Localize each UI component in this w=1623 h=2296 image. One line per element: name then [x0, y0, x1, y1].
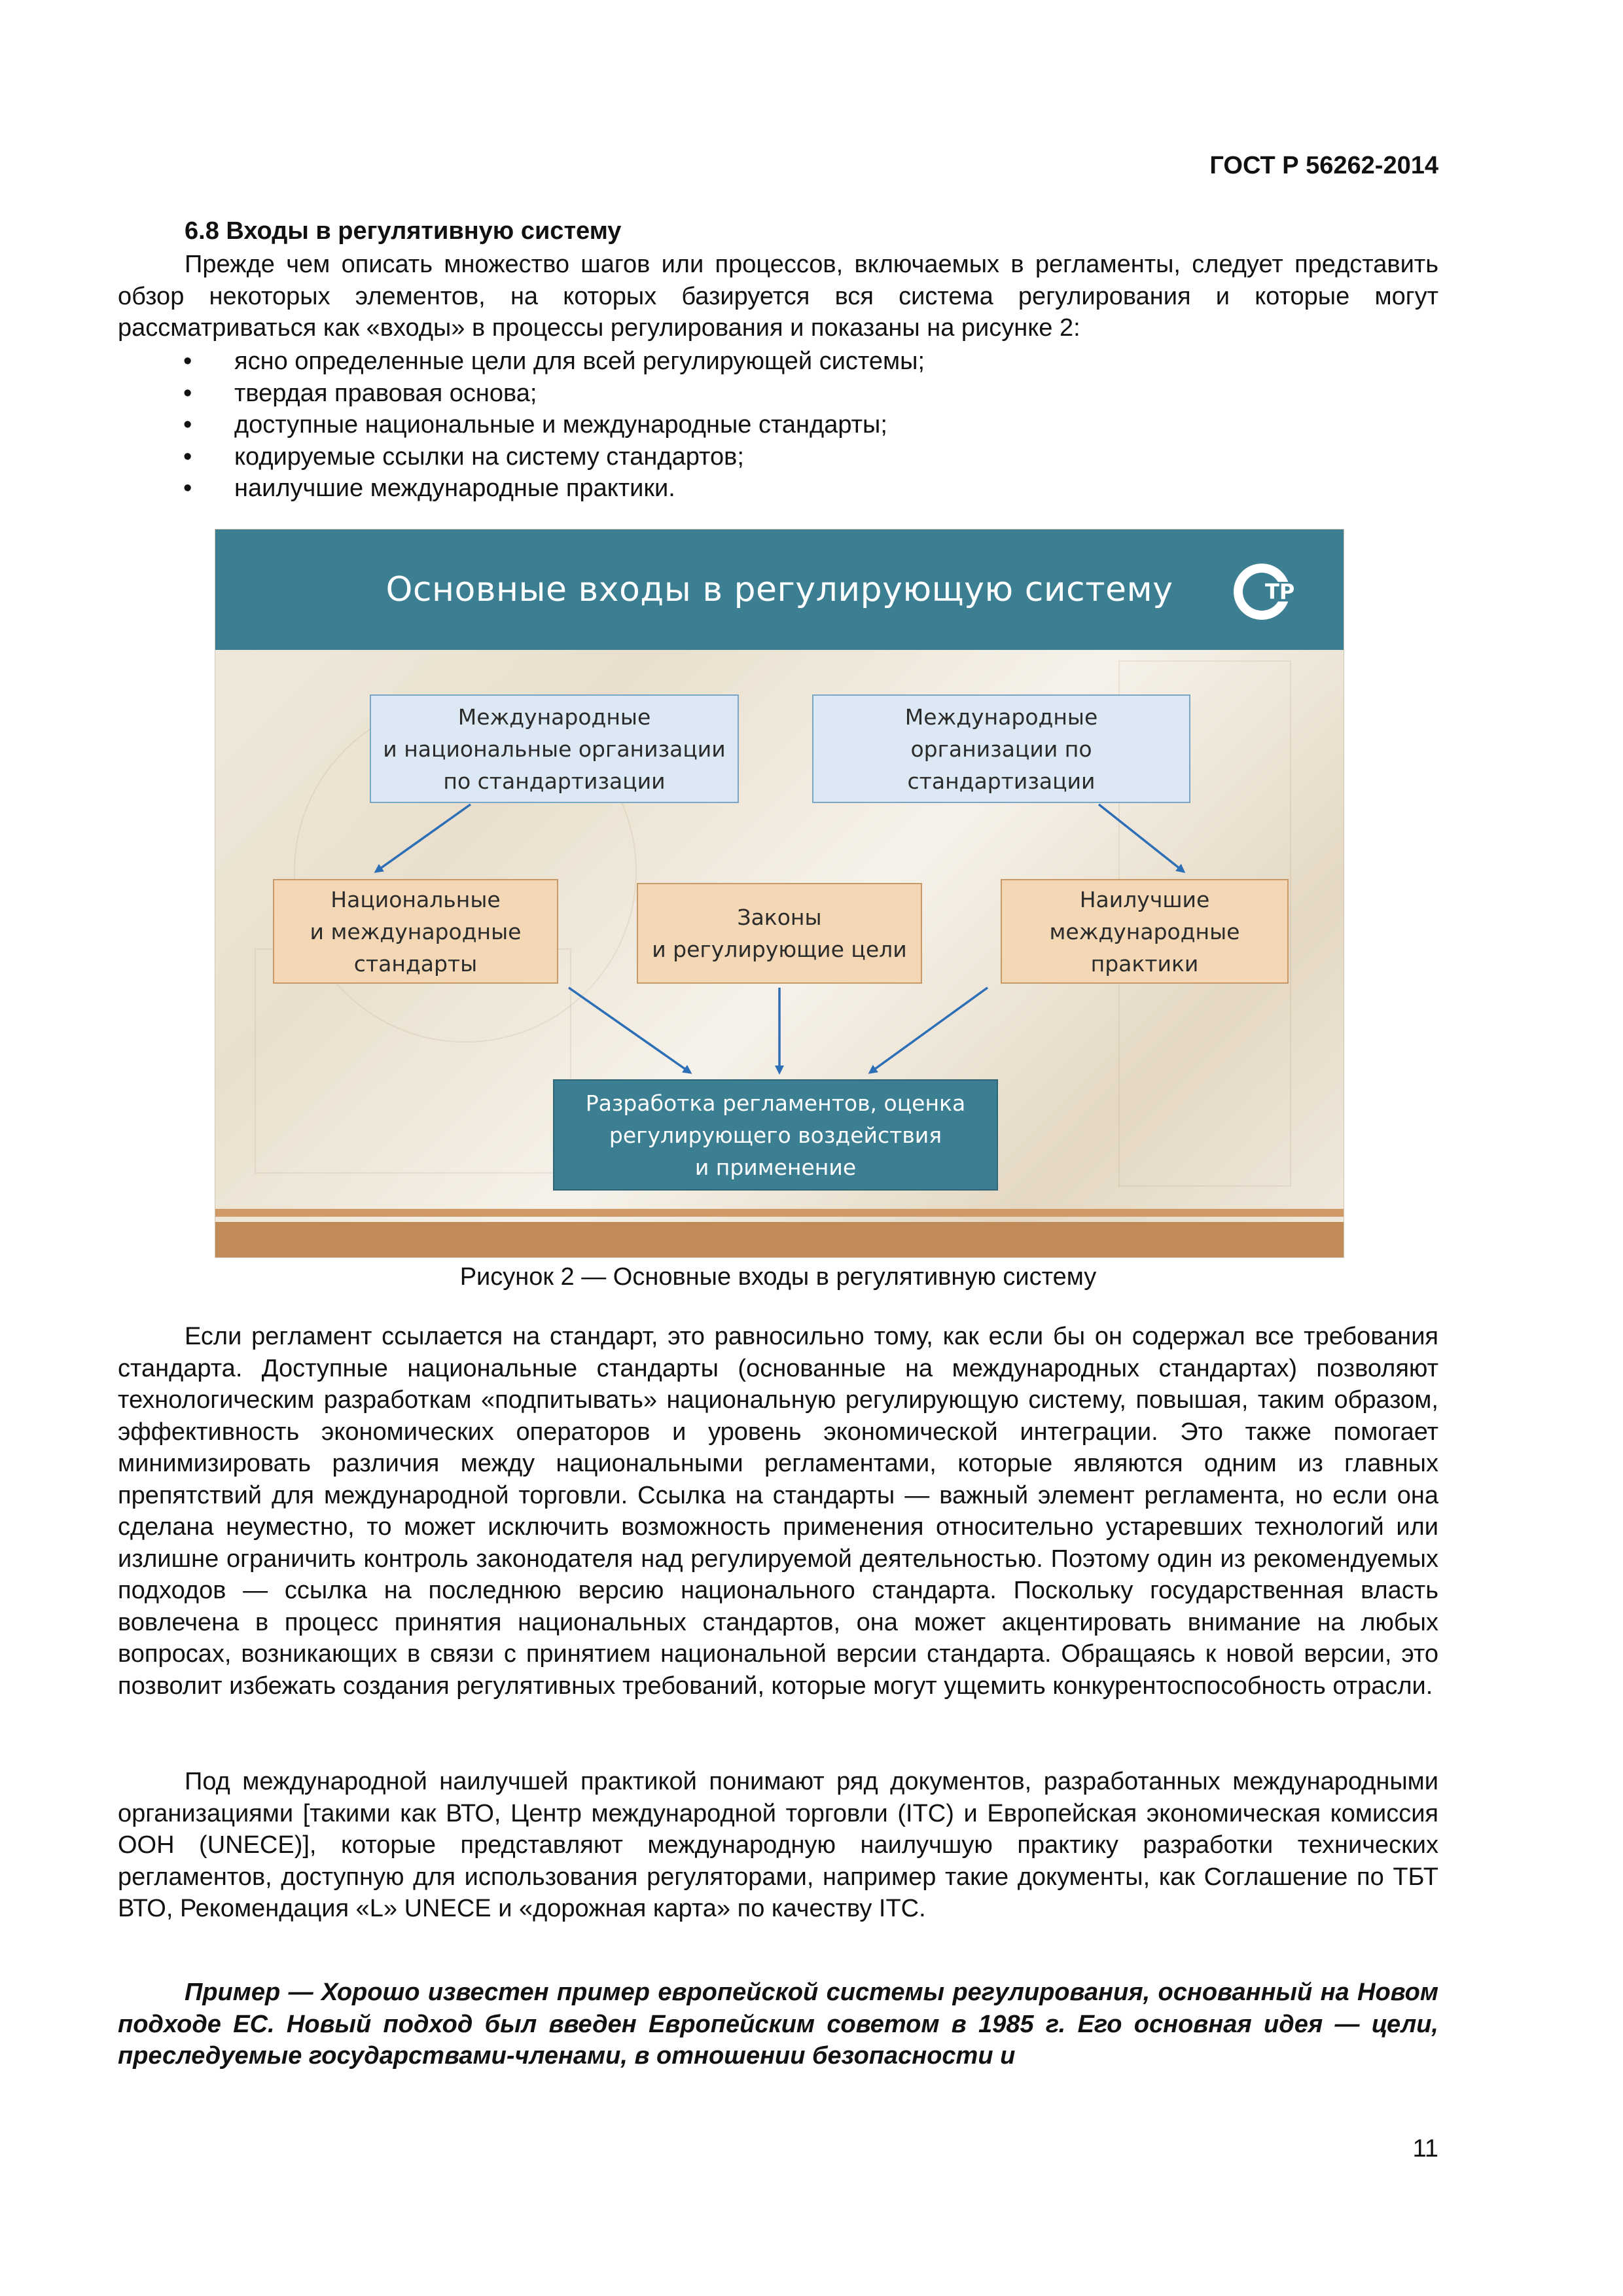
box-national-intl-standards: Национальные и международные стандарты — [273, 879, 558, 984]
figure-footer-band — [215, 1222, 1344, 1257]
figure-title: Основные входы в регулирующую систему — [385, 570, 1173, 609]
bullet-icon: • — [183, 475, 192, 502]
list-item: • наилучшие международные практики. — [118, 473, 1438, 505]
document-code: ГОСТ Р 56262-2014 — [1209, 152, 1438, 179]
box-development: Разработка регламентов, оценка регулирующего воздействия и применение — [553, 1079, 998, 1191]
list-item: • кодируемые ссылки на систему стандартов; — [118, 441, 1438, 473]
figure-caption: Рисунок 2 — Основные входы в регулятивную систему — [459, 1263, 1097, 1291]
bullet-icon: • — [183, 348, 192, 375]
list-item: • ясно определенные цели для всей регулирующей системы; — [118, 346, 1438, 378]
ctr-logo-icon: ТР — [1234, 564, 1290, 620]
body-paragraph: Если регламент ссылается на стандарт, это равносильно тому, как если бы он содержал все требования стандарта. Доступные национальные стандарты (основанные на международных стандартах) позволяют технологическим разработкам «подпитывать» национальную регулирующую систему, повышая, таким образом, эффективность экономических операторов и уровень экономической интеграции. Это также помогает минимизировать различия между национальными регламентами, которые являются одним из главных препятствий для международной торговли. Ссылка на стандарты — важный элемент регламента, но если она сделана неуместно, то может исключить возможность применения относительно устаревших технологий или излишне ограничить контроль законодателя над регулируемой деятельностью. Поэтому один из рекомендуемых подходов — ссылка на последнюю версию национального стандарта. Поскольку государственная власть вовлечена в процесс принятия национальных стандартов, она может акцентировать внимание на любых вопросах, возникающих в связи с принятием национальной версии стандарта. Обращаясь к новой версии, это позволит избежать создания регулятивных требований, которые могут ущемить конкурентоспособность отрасли. — [118, 1323, 1438, 1700]
list-item: • твердая правовая основа; — [118, 378, 1438, 410]
bullet-icon: • — [183, 442, 192, 471]
intro-paragraph: Прежде чем описать множество шагов или процессов, включаемых в регламенты, следует представить обзор некоторых элементов, на которых базируется вся система регулирования и которые могут рассматриваться как «входы» в процессы регулирования и показаны на рисунке 2: — [118, 251, 1438, 342]
page-number: 11 — [1412, 2135, 1438, 2162]
list-item: • доступные национальные и международные стандарты; — [118, 409, 1438, 441]
arrow-icon — [569, 988, 690, 1073]
box-laws-goals: Законы и регулирующие цели — [637, 883, 922, 984]
box-intl-national-orgs: Международные и национальные организации по стандартизации — [370, 694, 739, 803]
inputs-list — [118, 346, 1438, 505]
arrow-icon — [870, 988, 988, 1073]
bullet-icon: • — [183, 411, 192, 439]
arrow-icon — [1099, 804, 1184, 872]
arrow-icon — [376, 804, 471, 872]
body-paragraph: Под международной наилучшей практикой понимают ряд документов, разработанных международными организациями [такими как ВТО, Центр международной торговли (ITC) и Европейская экономическая комиссия ООН (UNECE)], которые представляют международную наилучшую практику разработки технических регламентов, доступную для использования регуляторами, например такие документы, как Соглашение по ТБТ ВТО, Рекомендация «L» UNECE и «дорожная карта» по качеству ITC. — [118, 1768, 1438, 1922]
box-best-practices: Наилучшие международные практики — [1001, 879, 1289, 984]
bullet-icon: • — [183, 379, 192, 407]
box-intl-orgs: Международные организации по стандартизации — [812, 694, 1190, 803]
example-paragraph: Пример — Хорошо известен пример европейской системы регулирования, основанный на Новом подходе ЕС. Новый подход был введен Европейским советом в 1985 г. Его основная идея — цели, преследуемые государствами-членами, в отношении безопасности и — [118, 1979, 1438, 2070]
section-title: 6.8 Входы в регулятивную систему — [185, 217, 622, 245]
figure-diagram — [215, 529, 1344, 1258]
figure-footer-stripe — [215, 1209, 1344, 1217]
